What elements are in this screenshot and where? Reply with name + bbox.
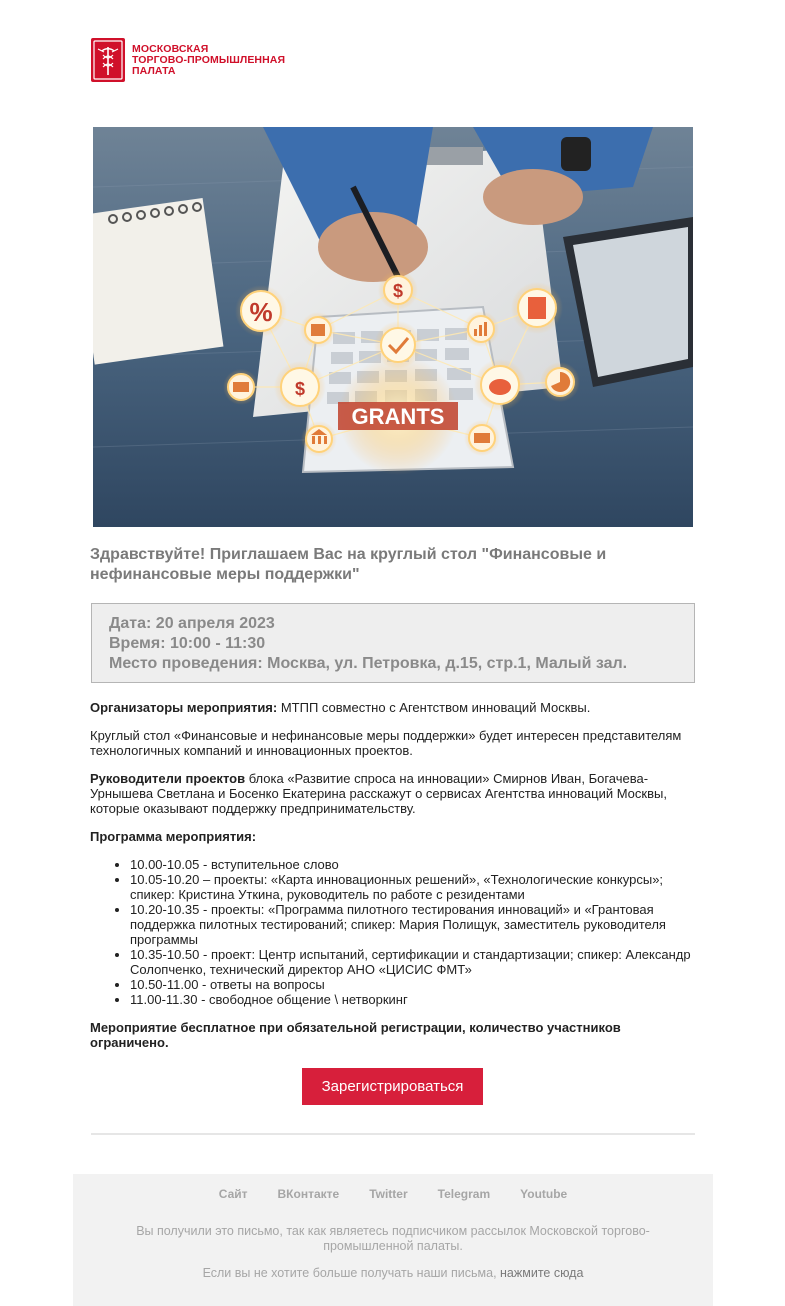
program-heading: Программа мероприятия: [90, 829, 257, 844]
hero-image [93, 127, 693, 527]
leaders-paragraph [90, 771, 695, 816]
greeting-heading: Здравствуйте! Приглашаем Вас на круглый стол "Финансовые и нефинансовые меры поддержки" [90, 546, 607, 583]
event-place: Место проведения: Москва, ул. Петровка, д.15, стр.1, Малый зал. [109, 655, 628, 672]
mtpp-logo[interactable] [90, 36, 300, 84]
program-item: • 11.00-11.30 - свободное общение \ нетворкинг [130, 992, 695, 1007]
footer-link-twitter[interactable]: Twitter [369, 1187, 408, 1201]
footer-link-vkontakte[interactable]: ВКонтакте [277, 1187, 340, 1201]
unsubscribe-text: Если вы не хотите больше получать наши письма, [202, 1266, 501, 1280]
percent-icon: % [249, 297, 273, 327]
registration-notice: Мероприятие бесплатное при обязательной регистрации, количество участников ограничено. [90, 1020, 621, 1050]
program-list [130, 857, 695, 1007]
card-icon [233, 382, 249, 392]
logo-line-3: ПАЛАТА [132, 64, 176, 77]
unsubscribe-line [113, 1266, 673, 1280]
email-body [90, 700, 695, 1063]
program-item: • 10.20-10.35 - проекты: «Программа пилотного тестирования инноваций» и «Грантовая поддержка пилотных тестирований; спикер: Мария Полищук, заместитель руководителя программы [130, 902, 695, 947]
piggy-bank-icon [489, 379, 511, 395]
footer-link-telegram[interactable]: Telegram [437, 1187, 491, 1201]
footer-link-site[interactable]: Сайт [218, 1187, 248, 1201]
footer-links [73, 1187, 713, 1201]
grants-label: GRANTS [351, 404, 445, 429]
footer-link-youtube[interactable]: Youtube [520, 1187, 568, 1201]
leaders-text: блока «Развитие спроса на инновации» Смирнов Иван, Богачева-Урнышева Светлана и Босенко Екатерина расскажут о сервисах Агентства инноваций Москвы, которые оказывают поддержку предпринимательству. [90, 771, 667, 816]
description-paragraph: Круглый стол «Финансовые и нефинансовые меры поддержки» будет интересен представителям технологичных компаний и инновационных проектов. [90, 728, 682, 758]
wallet-icon [474, 433, 490, 443]
leaders-label: Руководители проектов [90, 771, 246, 786]
program-item: • 10.50-11.00 - ответы на вопросы [130, 977, 695, 992]
footer [73, 1174, 713, 1306]
money-bag-icon: $ [294, 379, 306, 399]
unsubscribe-link[interactable]: нажмите сюда [500, 1266, 584, 1280]
event-time: Время: 10:00 - 11:30 [109, 635, 266, 652]
event-date: Дата: 20 апреля 2023 [109, 615, 275, 632]
organizers-text: МТПП совместно с Агентством инноваций Москвы. [277, 700, 591, 715]
organizers-paragraph [90, 700, 695, 715]
calendar-icon [311, 324, 325, 336]
mtpp-emblem-icon [90, 37, 126, 83]
logo-line-1: МОСКОВСКАЯ [132, 42, 209, 55]
divider [91, 1133, 695, 1135]
dollar-icon: $ [392, 281, 404, 301]
event-info-box [91, 603, 695, 683]
hero-illustration [93, 127, 693, 527]
register-button[interactable]: Зарегистрироваться [302, 1068, 483, 1105]
subscription-note: Вы получили это письмо, так как являетесь подписчиком рассылок Московской торгово-промышленной палаты. [136, 1224, 650, 1253]
logo-line-2: ТОРГОВО-ПРОМЫШЛЕННАЯ [132, 53, 286, 66]
program-item: • 10.05-10.20 – проекты: «Карта инновационных решений», «Технологические конкурсы»; спикер: Кристина Уткина, руководитель по работе с резидентами [130, 872, 695, 902]
program-item: • 10.00-10.05 - вступительное слово [130, 857, 695, 872]
program-item: • 10.35-10.50 - проект: Центр испытаний, сертификации и стандартизации; спикер: Александр Солопченко, технический директор АНО «ЦИСИС ФМТ» [130, 947, 695, 977]
organizers-label: Организаторы мероприятия: [90, 700, 278, 715]
calculator-icon [528, 297, 546, 319]
